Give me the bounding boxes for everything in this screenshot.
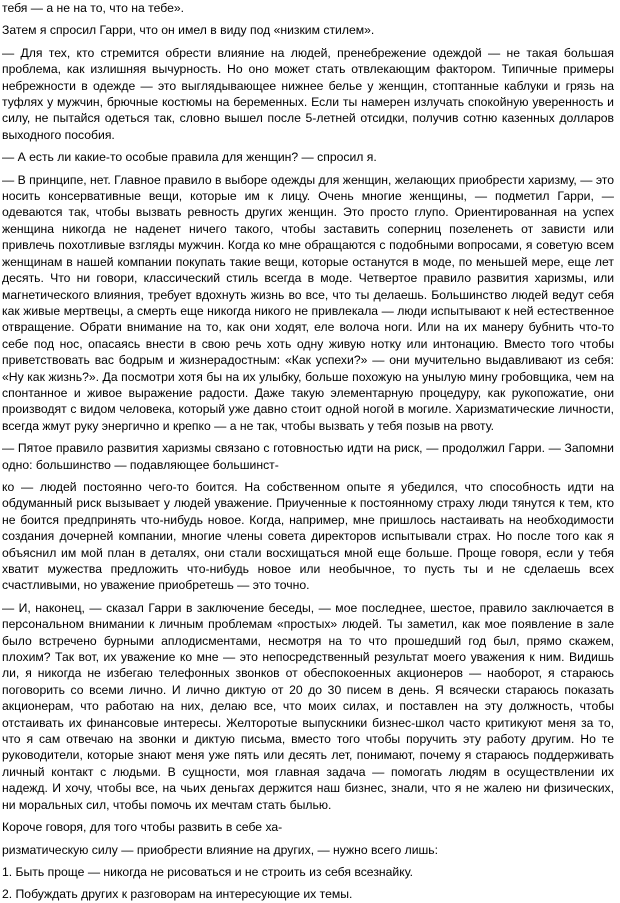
paragraph-fourth-rule: — В принципе, нет. Главное правило в выборе одежды для женщин, желающих приобрести харизму, — это носить консервативные вещи, которые им к лицу. Очень многие женщины, — подметил Гарри, — одеваются так, чтобы вызвать ревность других женщин. Это просто глупо. Ориентированная на успех женщина никогда не наденет ничего такого, чтобы заставить соперниц позеленеть от зависти или привлечь похотливые взгляды мужчин. Когда ко мне обращаются с подобными вопросами, я советую всем женщинам в нашей компании покупать такие вещи, которые останутся в моде, по меньшей мере, еще лет десять. Что ни говори, классический стиль всегда в моде. Четвертое правило развития харизмы, или магнетического влияния, требует вдохнуть жизнь во все, что ты делаешь. Большинство людей ведут себя как живые мертвецы, а смерть еще никогда никого не привлекала — люди испытывают к ней естественное отвращение. Обрати внимание на то, как они ходят, еле волоча ноги. Или на их манеру бубнить что-то себе под нос, опасаясь внести в свою речь хоть одну живую нотку или интонацию. Вместо того чтобы приветствовать вас бодрым и жизнерадостным: «Как успехи?» — они мучительно выдавливают из себя: «Ну как жизнь?». Да посмотри хотя бы на их улыбку, больше похожую на унылую мину гробовщика, чем на спонтанное и живое выражение радости. Даже такую элементарную процедуру, как рукопожатие, они производят с видом человека, который уже давно стоит одной ногой в могиле. Харизматические личности, всегда жмут руку энергично и крепко — а не так, чтобы вызвать у тебя позыв на рвоту.	[2, 172, 614, 433]
list-item-1: 1. Быть проще — никогда не рисоваться и не строить из себя всезнайку.	[2, 864, 413, 879]
paragraph-sixth-rule: — И, наконец, — сказал Гарри в заключение беседы, — мое последнее, шестое, правило заключается в персональном внимании к личным проблемам «простых» людей. Ты заметил, как мое появление в зале было встречено бурными аплодисментами, несмотря на то что прошедший год был, прямо скажем, плохим? Так вот, их уважение ко мне — это непосредственный результат моего уважения к ним. Видишь ли, я никогда не избегаю телефонных звонков от обеспокоенных акционеров — наоборот, я стараюсь поговорить со всеми лично. И лично диктую от 20 до 30 писем в день. Я всячески стараюсь показать акционерам, что работаю на них, делаю все, что моих силах, и поставлен на эту должность, чтобы отстаивать их финансовые интересы. Желторотые выпускники бизнес-школ часто критикуют меня за то, что я сам отвечаю на звонки и диктую письма, вместо того чтобы поручить эту работу другим. Но те руководители, которые знают меня уже пять или десять лет, понимают, почему я стараюсь поддерживать личный контакт с людьми. В сущности, моя главная задача — помогать людям в осуществлении их надежд. И хочу, чтобы все, на чьих деньгах держится наш бизнес, знали, что я не жалею ни физических, ни моральных сил, чтобы помочь их мечтам стать былью.	[2, 600, 614, 812]
paragraph-fifth-rule: — Пятое правило развития харизмы связано с готовностью идти на риск, — продолжил Гарри. — Запомни одно: большинство — подавляющее большинст-	[2, 441, 614, 472]
paragraph-summary-continued: ризматическую силу — приобрести влияние на других, — нужно всего лишь:	[2, 842, 439, 857]
document-page	[2, 0, 614, 903]
paragraph-women-question: — А есть ли какие-то особые правила для женщин? — спросил я.	[2, 150, 377, 165]
paragraph-summary-start: Короче говоря, для того чтобы развить в себе ха-	[2, 820, 283, 835]
list-item-2: 2. Побуждать других к разговорам на интересующие их темы.	[2, 887, 353, 902]
paragraph-continuation: тебя — а не на то, что на тебе».	[2, 1, 185, 15]
paragraph-clothing-neglect: — Для тех, кто стремится обрести влияние на людей, пренебрежение одеждой — не такая большая проблема, как излишняя вычурность. Но оно может стать отвлекающим фактором. Типичные примеры небрежности в одежде — это выглядывающее нижнее белье у женщин, стоптанные каблуки и грязь на туфлях у мужчин, брючные костюмы на беременных. Если ты намерен излучать спокойную уверенность и силу, не пытайся одеться так, словно вышел после 5-летней отсидки, получив сотню казенных долларов выходного пособия.	[2, 45, 614, 142]
paragraph-risk: ко — людей постоянно чего-то боится. На собственном опыте я убедился, что способность идти на обдуманный риск вызывает у людей уважение. Приученные к постоянному страху люди тянутся к тем, кто не боится предпринять что-нибудь новое. Когда, например, мне пришлось настаивать на необходимости создания дочерней компании, многие члены совета директоров испытывали страх. Но после того как я объяснил им мой план в деталях, они стали восхищаться мной еще больше. Проще говоря, если у тебя хватит мужества предложить что-нибудь новое или необычное, то пусть ты и не сделаешь всех счастливыми, но уважение приобретешь — это точно.	[2, 479, 614, 593]
paragraph-low-style-question: Затем я спросил Гарри, что он имел в виду под «низким стилем».	[2, 23, 375, 38]
